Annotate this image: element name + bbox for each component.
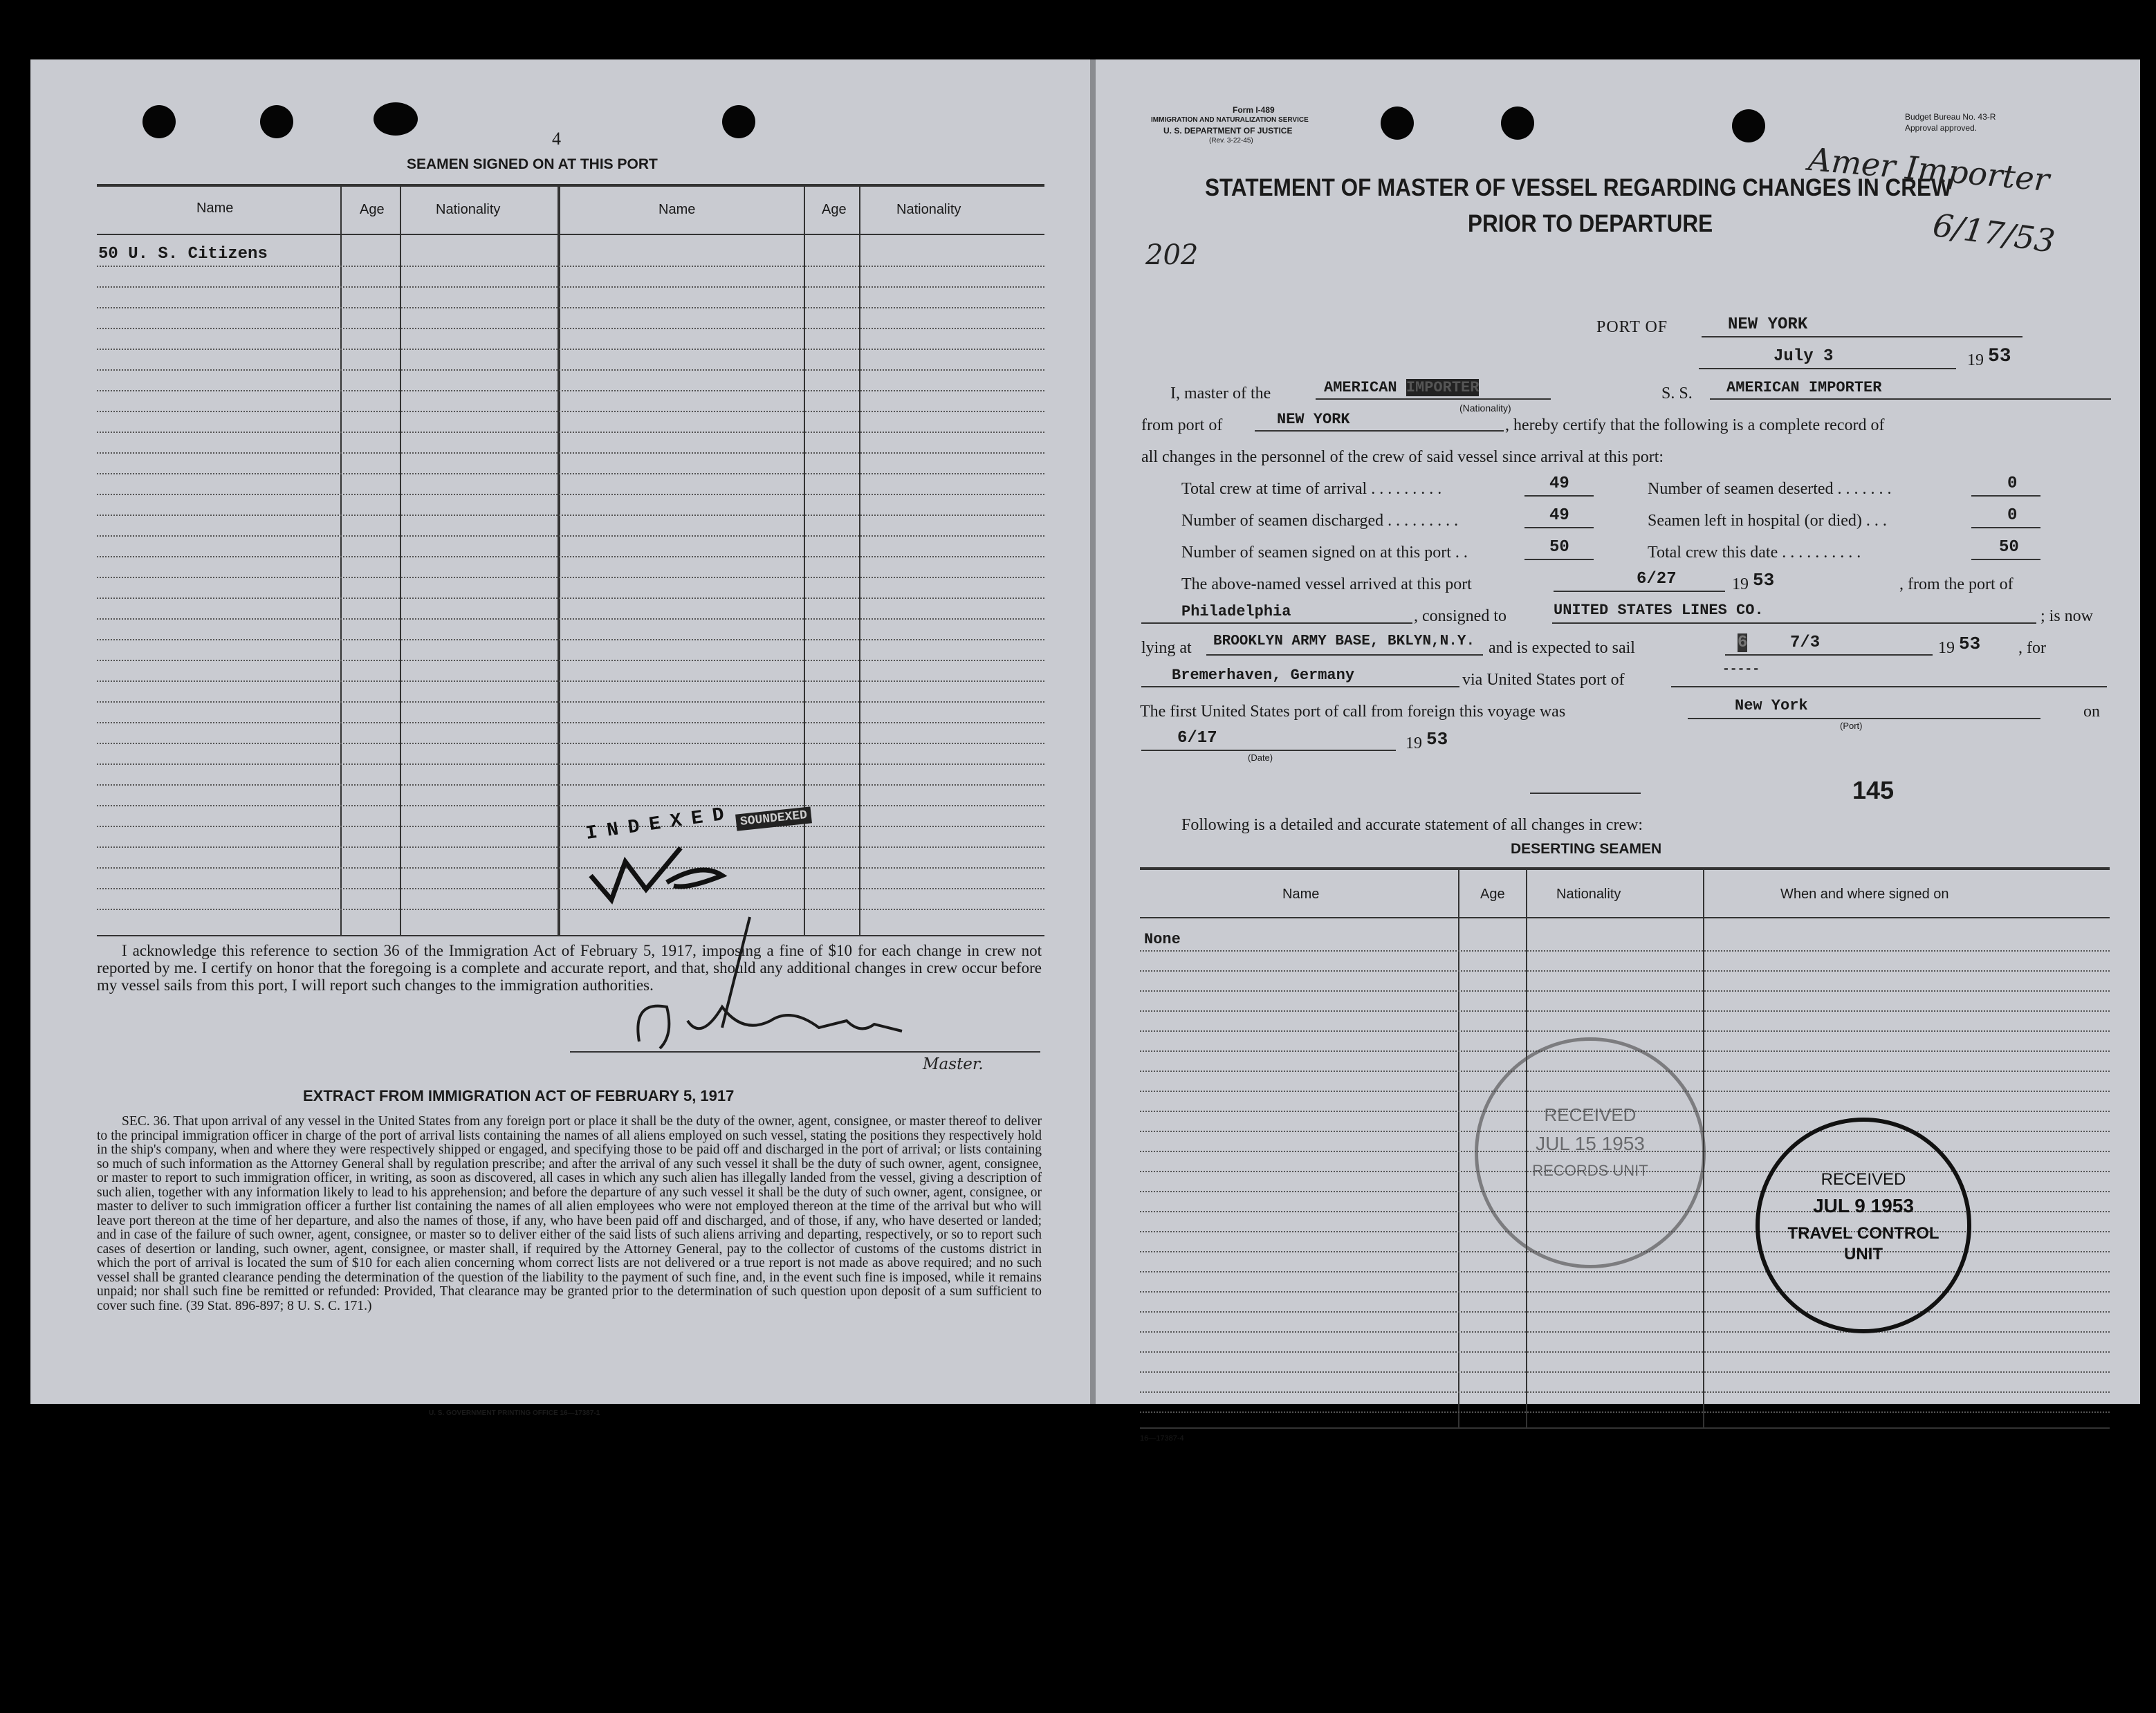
sail-struck: 6 — [1738, 633, 1748, 652]
row-rule — [97, 286, 1044, 288]
col-header-nationality: Nationality — [436, 202, 501, 217]
for-text: , for — [2018, 639, 2046, 657]
first-entry: 50 U. S. Citizens — [98, 245, 268, 263]
consigned-from-line — [1141, 622, 1412, 624]
consigned-to-text: , consigned to — [1414, 607, 1507, 625]
row-rule — [97, 598, 1044, 599]
extract-title: EXTRACT FROM IMMIGRATION ACT OF FEBRUARY 5, 1917 — [303, 1087, 735, 1104]
ss-label: S. S. — [1661, 385, 1693, 402]
date-line — [1699, 368, 1956, 369]
punch-hole — [1381, 107, 1414, 140]
date-sub-label: (Date) — [1248, 752, 1273, 763]
row-rule — [97, 556, 1044, 557]
deserting-header-nationality: Nationality — [1556, 887, 1621, 902]
printing-office: U. S. GOVERNMENT PRINTING OFFICE 16—17387-1 — [429, 1409, 600, 1417]
arrived-line — [1554, 591, 1725, 592]
row-rule — [97, 494, 1044, 495]
deserting-header-name: Name — [1282, 887, 1320, 902]
destination-value: Bremerhaven, Germany — [1172, 667, 1355, 684]
form-number: Form I-489 — [1233, 105, 1275, 115]
first-port-text: The first United States port of call from foreign this voyage was — [1140, 703, 1566, 721]
row-rule — [97, 867, 1044, 869]
stat-line — [1971, 495, 2040, 497]
approval-note: Approval approved. — [1905, 123, 1978, 133]
col-header-age: Age — [360, 202, 385, 217]
stat-deserted-label: Number of seamen deserted . . . . . . . — [1648, 480, 1892, 498]
row-rule — [1140, 1291, 2110, 1293]
acknowledgement-text: I acknowledge this reference to section 36 of the Immigration Act of February 5, 1917, imposing a fine of $10 for each change in crew not reported by me. I certify on honor that the foregoing is a complete and accurate report, and that, should any additional changes in crew occur before my vessel sails from this port, I will report such changes to the immigration authorities. — [97, 942, 1042, 994]
row-rule — [1140, 950, 2110, 952]
stat-line — [1971, 527, 2040, 528]
first-port-value: New York — [1735, 697, 1808, 714]
stamp-date: JUL 9 1953 — [1813, 1195, 1914, 1216]
on-text: on — [2083, 703, 2100, 721]
row-rule — [1140, 990, 2110, 992]
row-rule — [97, 722, 1044, 723]
stat-total-arrival-label: Total crew at time of arrival . . . . . . . . . — [1181, 480, 1442, 498]
row-rule — [1140, 1411, 2110, 1413]
year-value: 53 — [1988, 346, 2011, 367]
expected-text: and is expected to sail — [1489, 639, 1635, 657]
row-rule — [97, 577, 1044, 578]
row-rule — [1140, 1371, 2110, 1373]
is-now-text: ; is now — [2040, 607, 2094, 625]
received-stamp-records — [1475, 1037, 1706, 1268]
page-gutter — [1090, 59, 1096, 1404]
row-rule — [97, 846, 1044, 848]
row-rule — [1140, 1010, 2110, 1012]
received-stamp-travel-control — [1756, 1118, 1971, 1333]
column-divider — [1458, 870, 1459, 1429]
row-rule — [97, 805, 1044, 806]
deserting-header-signed-on: When and where signed on — [1780, 887, 1949, 902]
row-rule — [97, 369, 1044, 371]
deserting-header-age: Age — [1480, 887, 1505, 902]
handwritten-vessel-note: Amer Importer — [1807, 140, 2051, 199]
page-number: 4 — [552, 129, 561, 149]
stamp-received: RECEIVED — [1544, 1104, 1637, 1125]
budget-bureau: Budget Bureau No. 43-R — [1905, 112, 1996, 122]
via-value: ----- — [1722, 663, 1760, 676]
lying-at-value: BROOKLYN ARMY BASE, BKLYN,N.Y. — [1213, 633, 1475, 649]
section-title: SEAMEN SIGNED ON AT THIS PORT — [407, 156, 658, 172]
lying-at-line — [1206, 654, 1483, 656]
punch-hole — [1732, 109, 1765, 142]
row-rule — [97, 307, 1044, 308]
stat-signed-on-value: 50 — [1549, 538, 1569, 557]
row-rule — [97, 826, 1044, 827]
consignee-line — [1552, 622, 2036, 624]
deserting-bottom-rule — [1140, 1427, 2110, 1429]
form-footer: 16—17387-4 — [1140, 1434, 1184, 1443]
following-text: Following is a detailed and accurate statement of all changes in crew: — [1181, 816, 1643, 834]
port-sub-label: (Port) — [1840, 721, 1863, 731]
row-rule — [97, 452, 1044, 454]
deserting-header-rule — [1140, 917, 2110, 918]
col-header-age: Age — [822, 202, 847, 217]
punch-hole — [1501, 107, 1534, 140]
port-of-value: NEW YORK — [1728, 315, 1808, 334]
stat-line — [1524, 495, 1594, 497]
arrived-year: 53 — [1753, 570, 1775, 591]
stamp-unit: TRAVEL CONTROL — [1787, 1224, 1940, 1243]
row-rule — [97, 763, 1044, 765]
stat-total-crew-value: 50 — [1999, 538, 2019, 557]
consignee-value: UNITED STATES LINES CO. — [1554, 602, 1764, 619]
stat-line — [1971, 559, 2040, 560]
nationality-typed: AMERICAN — [1324, 379, 1397, 396]
via-line — [1671, 686, 2107, 687]
sail-value: 7/3 — [1790, 633, 1821, 652]
handwritten-date-note: 6/17/53 — [1931, 205, 2058, 261]
form-title-line-2: PRIOR TO DEPARTURE — [1468, 210, 1713, 237]
indexed-stamp: INDEXED — [584, 803, 735, 845]
deserting-first-entry: None — [1144, 931, 1181, 948]
column-divider — [400, 187, 401, 936]
row-rule — [1140, 970, 2110, 972]
stat-line — [1524, 559, 1594, 560]
deserting-top-rule — [1140, 867, 2110, 870]
master-label: Master. — [923, 1055, 984, 1073]
row-rule — [97, 411, 1044, 412]
extract-text: SEC. 36. That upon arrival of any vessel in the United States from any foreign port or place it shall be the duty of the owner, agent, consignee, or master thereof to deliver to the principal immigration officer in charge of the port of arrival lists containing the names of all aliens employed on such vessel, stating the positions they respectively hold in the ship's company, when and where they were respectively shipped or engaged, and specifying those to be paid off and discharged in the port of arrival; or lists containing so much of such information as the Attorney General shall by regulation prescribe; and after the arrival of any such vessel it shall be the duty of such owner, agent, consignee, or master to report to such immigration officer, in writing, as soon as discovered, all cases in which any such alien has illegally landed from the vessel, giving a description of such alien, together with any information likely to lead to his apprehension; and before the departure of any such vessel it shall be the duty of such owner, agent, consignee, or master to deliver to such immigration officer a further list containing the names of all alien employees who were not employed thereon at the time of the arrival but who will leave port thereon at the time of her departure, and also the names of those, if any, who have been paid off and discharged, and of those, if any, who have deserted or landed; and in case of the failure of such owner, agent, consignee, or master so to deliver either of the said lists of such aliens arriving and departing, respectively, or so to report such cases of desertion or landing, such owner, agent, consignee, or master shall, if required by the Attorney General, pay to the collector of customs of the customs district in which the port of arrival is located the sum of $10 for each alien concerning whom correct lists are not delivered or a true report is not made as above required; and no such vessel shall be granted clearance pending the determination of the question of the liability to the payment of such fine, and, in the event such fine is imposed, while it remains unpaid; nor shall such fine be remitted or refunded: Provided, That clearance may be granted prior to the determination of such question upon deposit of a sum sufficient to cover such fine. (39 Stat. 896-897; 8 U. S. C. 171.) — [97, 1114, 1042, 1313]
master-of-label: I, master of the — [1170, 385, 1271, 402]
arrived-year-prefix: 19 — [1732, 575, 1749, 593]
column-divider — [340, 187, 342, 936]
stat-hospital-value: 0 — [2007, 506, 2018, 525]
column-divider — [859, 187, 860, 936]
first-port-year: 53 — [1426, 729, 1448, 750]
row-rule — [97, 680, 1044, 682]
punch-hole — [722, 105, 755, 138]
col-header-name: Name — [658, 202, 696, 217]
nationality-struck: IMPORTER — [1406, 379, 1480, 396]
row-rule — [97, 888, 1044, 889]
row-rule — [97, 784, 1044, 786]
port-of-line — [1702, 336, 2023, 337]
punch-hole — [374, 102, 418, 136]
agency-line-2: U. S. DEPARTMENT OF JUSTICE — [1163, 126, 1293, 136]
stamp-date: JUL 15 1953 — [1536, 1133, 1645, 1154]
sail-line — [1725, 654, 1933, 656]
row-rule — [97, 535, 1044, 537]
from-port-line — [1255, 430, 1504, 432]
sail-year: 53 — [1959, 633, 1981, 654]
handwritten-code: 202 — [1145, 239, 1199, 271]
master-signature-line — [570, 1051, 1040, 1053]
row-rule — [1140, 1030, 2110, 1032]
page-count: 145 — [1852, 776, 1895, 804]
from-port-value: NEW YORK — [1277, 411, 1350, 428]
row-rule — [97, 701, 1044, 703]
first-port-date-line — [1141, 750, 1396, 751]
col-header-name: Name — [196, 201, 234, 216]
punch-hole — [142, 105, 176, 138]
all-changes-text: all changes in the personnel of the crew of said vessel since arrival at this port: — [1141, 448, 1664, 466]
row-rule — [1140, 1331, 2110, 1333]
stamp-unit-2: UNIT — [1844, 1245, 1883, 1263]
right-page — [1096, 59, 2140, 1443]
row-rule — [97, 432, 1044, 433]
soundexed-stamp: SOUNDEXED — [735, 806, 812, 831]
deserting-title: DESERTING SEAMEN — [1511, 841, 1662, 857]
row-rule — [97, 266, 1044, 267]
stat-discharged-label: Number of seamen discharged . . . . . . . . . — [1181, 512, 1459, 530]
ss-line — [1710, 398, 2111, 400]
first-port-line — [1688, 718, 2040, 719]
stat-total-arrival-value: 49 — [1549, 474, 1569, 493]
row-rule — [97, 473, 1044, 474]
nationality-value — [1324, 379, 1479, 396]
table-header-rule — [97, 234, 1044, 235]
agency-line-1: IMMIGRATION AND NATURALIZATION SERVICE — [1151, 116, 1309, 124]
nationality-label: (Nationality) — [1459, 402, 1511, 414]
consigned-from-value: Philadelphia — [1181, 603, 1291, 620]
date-value: July 3 — [1773, 347, 1834, 366]
row-rule — [1140, 1391, 2110, 1393]
stat-deserted-value: 0 — [2007, 474, 2018, 493]
left-page — [30, 59, 1090, 1417]
port-of-label: PORT OF — [1596, 318, 1668, 336]
master-signature — [611, 903, 943, 1069]
form-title-line-1: STATEMENT OF MASTER OF VESSEL REGARDING CHANGES IN CREW — [1205, 174, 1952, 201]
stat-hospital-label: Seamen left in hospital (or died) . . . — [1648, 512, 1887, 530]
row-rule — [97, 515, 1044, 516]
row-rule — [97, 328, 1044, 329]
row-rule — [97, 390, 1044, 391]
from-port-of-text: , from the port of — [1899, 575, 2014, 593]
first-port-year-prefix: 19 — [1406, 734, 1422, 752]
row-rule — [1140, 1271, 2110, 1272]
row-rule — [1140, 1311, 2110, 1313]
certify-text: , hereby certify that the following is a complete record of — [1505, 416, 1885, 434]
stamp-received: RECEIVED — [1821, 1170, 1906, 1189]
row-rule — [97, 743, 1044, 744]
first-port-date-value: 6/17 — [1177, 729, 1217, 748]
stat-signed-on-label: Number of seamen signed on at this port . . — [1181, 544, 1468, 562]
lying-at-text: lying at — [1141, 639, 1192, 657]
form-revision: (Rev. 3-22-45) — [1209, 137, 1253, 145]
stamp-unit: RECORDS UNIT — [1532, 1162, 1648, 1179]
row-rule — [97, 349, 1044, 350]
nationality-line — [1316, 398, 1551, 400]
row-rule — [1140, 1351, 2110, 1353]
row-rule — [97, 639, 1044, 640]
row-rule — [97, 660, 1044, 661]
sail-year-prefix: 19 — [1938, 639, 1955, 657]
table-top-rule — [97, 184, 1044, 187]
destination-line — [1141, 686, 1459, 687]
row-rule — [97, 618, 1044, 620]
stat-line — [1524, 527, 1594, 528]
column-divider — [558, 187, 560, 936]
arrived-text: The above-named vessel arrived at this port — [1181, 575, 1472, 593]
punch-hole — [260, 105, 293, 138]
small-rule — [1530, 793, 1641, 794]
ss-value: AMERICAN IMPORTER — [1726, 379, 1882, 396]
stat-discharged-value: 49 — [1549, 506, 1569, 525]
arrived-value: 6/27 — [1637, 570, 1677, 589]
via-text: via United States port of — [1462, 671, 1625, 689]
from-port-label: from port of — [1141, 416, 1223, 434]
year-prefix: 19 — [1967, 351, 1984, 369]
col-header-nationality: Nationality — [896, 202, 961, 217]
stat-total-crew-label: Total crew this date . . . . . . . . . . — [1648, 544, 1861, 562]
